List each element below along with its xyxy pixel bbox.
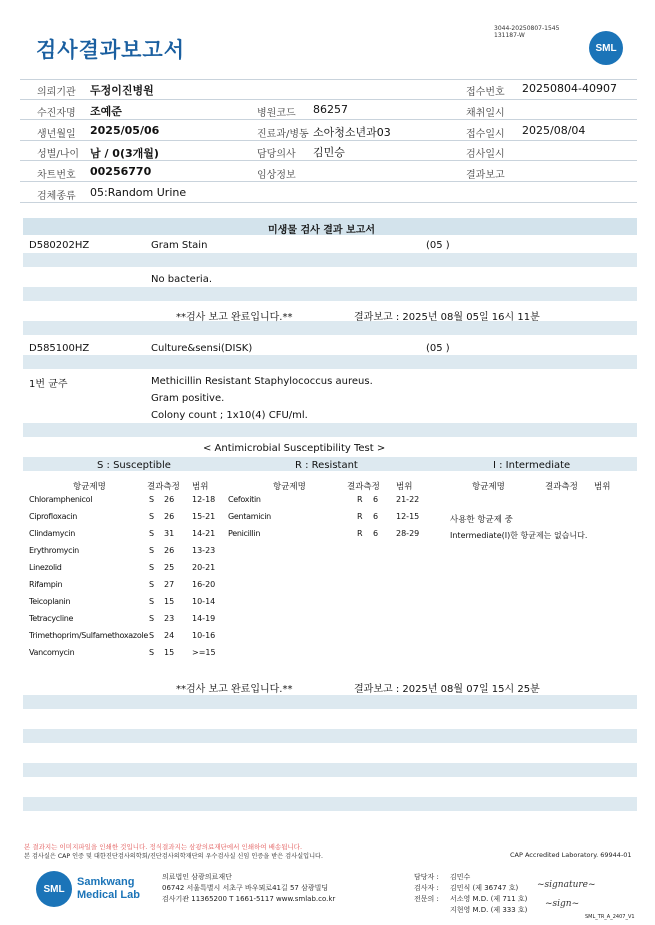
complete-message-2: **검사 보고 완료입니다.** bbox=[176, 684, 293, 695]
divider bbox=[20, 119, 637, 120]
ast-result-value: 6 bbox=[373, 529, 379, 538]
page-title: 검사결과보고서 bbox=[36, 38, 186, 62]
ast-result-value: 26 bbox=[164, 512, 175, 521]
col-drug-header: 항균제명 bbox=[472, 482, 505, 492]
ast-result-value: 6 bbox=[373, 495, 379, 504]
ast-range: 16-20 bbox=[192, 580, 216, 589]
ast-drug-name: Penicillin bbox=[228, 529, 261, 538]
legend-susceptible: S : Susceptible bbox=[97, 460, 171, 471]
ast-drug-name: Erythromycin bbox=[29, 546, 79, 555]
exam-date-label: 검사일시 bbox=[466, 149, 505, 160]
ast-interpretation: S bbox=[149, 580, 155, 589]
ast-drug-name: Gentamicin bbox=[228, 512, 271, 521]
ast-drug-name: Trimethoprim/Sulfamethoxazole bbox=[29, 631, 148, 640]
sex-age-value: 남 / 0(3개월) bbox=[90, 147, 159, 160]
cap-accreditation: CAP Accredited Laboratory. 69944-01 bbox=[510, 851, 632, 859]
ast-result-value: 24 bbox=[164, 631, 175, 640]
test1-name: Gram Stain bbox=[151, 240, 208, 251]
doctor-label: 담당의사 bbox=[257, 149, 296, 160]
row-stripe bbox=[23, 355, 637, 369]
ast-interpretation: R bbox=[357, 512, 363, 521]
form-code: SML_TR_A_2407_V1 bbox=[585, 914, 635, 920]
receipt-date-label: 접수일시 bbox=[466, 129, 505, 140]
ast-title: < Antimicrobial Susceptibility Test > bbox=[203, 443, 386, 454]
report-label: 결과보고 bbox=[466, 170, 505, 181]
ast-range: 28-29 bbox=[396, 529, 420, 538]
examiner-value: 김민식 (제 36747 호) bbox=[450, 884, 519, 892]
image-notice: 본 결과지는 이미지파일을 인쇄한 것입니다. 정식결과지는 삼광의료재단에서 인쇄하여 배송됩니다. bbox=[24, 843, 303, 851]
logo-text-samkwang: Samkwang bbox=[77, 876, 135, 888]
legend-intermediate: I : Intermediate bbox=[493, 460, 571, 471]
organism-line3: Colony count ; 1x10(4) CFU/ml. bbox=[151, 410, 308, 421]
logo-text-medical-lab: Medical Lab bbox=[77, 889, 140, 901]
ast-range: >=15 bbox=[192, 648, 216, 657]
ast-range: 14-19 bbox=[192, 614, 216, 623]
dept-label: 진료과/병동 bbox=[257, 129, 309, 140]
ast-interpretation: S bbox=[149, 529, 155, 538]
document-id-line2: 131187-W bbox=[494, 32, 525, 39]
ast-result-value: 27 bbox=[164, 580, 175, 589]
birth-label: 생년월일 bbox=[37, 129, 76, 140]
doctor-value: 김민승 bbox=[313, 146, 345, 159]
ast-drug-name: Ciprofloxacin bbox=[29, 512, 78, 521]
test2-name: Culture&sensi(DISK) bbox=[151, 343, 253, 354]
row-stripe bbox=[23, 253, 637, 267]
section-title: 미생물 검사 결과 보고서 bbox=[268, 225, 376, 236]
receipt-date-value: 2025/08/04 bbox=[522, 124, 586, 137]
col-drug-header: 항균제명 bbox=[73, 482, 106, 492]
ast-result-value: 6 bbox=[373, 512, 379, 521]
specimen-value: 05:Random Urine bbox=[90, 186, 187, 199]
ast-range: 14-21 bbox=[192, 529, 216, 538]
col-result-header: 결과측정 bbox=[545, 482, 578, 492]
ast-interpretation: S bbox=[149, 631, 155, 640]
hospital-code-value: 86257 bbox=[313, 103, 348, 116]
test1-code: D580202HZ bbox=[29, 240, 90, 251]
ast-interpretation: S bbox=[149, 563, 155, 572]
divider bbox=[20, 160, 637, 161]
organism-label: 1번 균주 bbox=[29, 379, 68, 390]
examiner-label: 검사자 : bbox=[414, 884, 439, 892]
test2-code: D585100HZ bbox=[29, 343, 90, 354]
ast-drug-name: Clindamycin bbox=[29, 529, 76, 538]
ast-range: 13-23 bbox=[192, 546, 216, 555]
specialist-value-2: 지현영 M.D. (제 333 호) bbox=[450, 906, 528, 914]
ast-range: 10-16 bbox=[192, 631, 216, 640]
birth-value: 2025/05/06 bbox=[90, 124, 160, 137]
ast-result-value: 25 bbox=[164, 563, 175, 572]
col-drug-header: 항균제명 bbox=[273, 482, 306, 492]
patient-name-value: 조예준 bbox=[90, 105, 122, 118]
patient-name-label: 수진자명 bbox=[37, 108, 76, 119]
clinical-label: 임상정보 bbox=[257, 170, 296, 181]
ast-drug-name: Vancomycin bbox=[29, 648, 75, 657]
complete-message-1: **검사 보고 완료입니다.** bbox=[176, 312, 293, 323]
ast-drug-name: Linezolid bbox=[29, 563, 62, 572]
ast-range: 20-21 bbox=[192, 563, 216, 572]
ast-result-value: 23 bbox=[164, 614, 175, 623]
ast-interpretation: S bbox=[149, 546, 155, 555]
row-stripe bbox=[23, 763, 637, 777]
ast-drug-name: Chloramphenicol bbox=[29, 495, 93, 504]
ast-drug-name: Cefoxitin bbox=[228, 495, 261, 504]
col-range-header: 범위 bbox=[396, 482, 413, 492]
ast-interpretation: R bbox=[357, 495, 363, 504]
ast-interpretation: R bbox=[357, 529, 363, 538]
ast-interpretation: S bbox=[149, 597, 155, 606]
row-stripe bbox=[23, 729, 637, 743]
org-contact: 검사기관 11365200 T 1661-5117 www.smlab.co.kr bbox=[162, 895, 336, 903]
test2-number: (05 ) bbox=[426, 343, 450, 354]
legend-resistant: R : Resistant bbox=[295, 460, 358, 471]
row-stripe bbox=[23, 287, 637, 301]
intermediate-note-2: Intermediate(I)한 항균제는 없습니다. bbox=[450, 531, 588, 540]
divider bbox=[20, 202, 637, 203]
institution-label: 의뢰기관 bbox=[37, 87, 76, 98]
specialist-signature: ~sign~ bbox=[545, 899, 580, 909]
organism-line1: Methicillin Resistant Staphylococcus aureus. bbox=[151, 376, 373, 387]
sml-footer-logo: SML bbox=[36, 871, 72, 907]
row-stripe bbox=[23, 321, 637, 335]
specimen-label: 검체종류 bbox=[37, 191, 76, 202]
dept-value: 소아청소년과03 bbox=[313, 126, 391, 139]
ast-result-value: 26 bbox=[164, 546, 175, 555]
ast-interpretation: S bbox=[149, 648, 155, 657]
ast-range: 15-21 bbox=[192, 512, 216, 521]
ast-interpretation: S bbox=[149, 512, 155, 521]
institution-value: 두정이진병원 bbox=[90, 84, 154, 97]
complete-time-2: 결과보고 : 2025년 08월 07일 15시 25분 bbox=[354, 684, 540, 695]
ast-result-value: 26 bbox=[164, 495, 175, 504]
certification-note: 본 검사실은 CAP 인증 및 대한진단검사의학회/진단검사의학재단의 우수검사실 신임 인증을 받은 검사실입니다. bbox=[24, 853, 323, 860]
row-stripe bbox=[23, 695, 637, 709]
divider bbox=[20, 99, 637, 100]
ast-range: 12-15 bbox=[396, 512, 420, 521]
ast-drug-name: Rifampin bbox=[29, 580, 63, 589]
divider bbox=[20, 181, 637, 182]
specialist-value-1: 서소영 M.D. (제 711 호) bbox=[450, 895, 528, 903]
col-result-header: 결과측정 bbox=[347, 482, 380, 492]
ast-drug-name: Teicoplanin bbox=[29, 597, 71, 606]
org-name: 의료법인 삼광의료재단 bbox=[162, 873, 232, 881]
intermediate-note-1: 사용한 항균제 중 bbox=[450, 515, 513, 525]
row-stripe bbox=[23, 423, 637, 437]
chart-no-label: 차트번호 bbox=[37, 170, 76, 181]
hospital-code-label: 병원코드 bbox=[257, 108, 296, 119]
col-result-header: 결과측정 bbox=[147, 482, 180, 492]
ast-range: 21-22 bbox=[396, 495, 420, 504]
manager-label: 담당자 : bbox=[414, 873, 439, 881]
ast-range: 10-14 bbox=[192, 597, 216, 606]
receipt-no-label: 접수번호 bbox=[466, 87, 505, 98]
test1-number: (05 ) bbox=[426, 240, 450, 251]
row-stripe bbox=[23, 797, 637, 811]
document-id-line1: 3044-20250807-1545 bbox=[494, 25, 560, 32]
organism-line2: Gram positive. bbox=[151, 393, 225, 404]
col-range-header: 범위 bbox=[192, 482, 209, 492]
ast-interpretation: S bbox=[149, 495, 155, 504]
ast-drug-name: Tetracycline bbox=[29, 614, 74, 623]
ast-result-value: 15 bbox=[164, 648, 175, 657]
complete-time-1: 결과보고 : 2025년 08월 05일 16시 11분 bbox=[354, 312, 540, 323]
chart-no-value: 00256770 bbox=[90, 165, 152, 178]
sml-logo: SML bbox=[589, 31, 623, 65]
manager-value: 김민수 bbox=[450, 873, 471, 881]
test1-result: No bacteria. bbox=[151, 274, 213, 285]
examiner-signature: ~signature~ bbox=[537, 880, 596, 890]
ast-interpretation: S bbox=[149, 614, 155, 623]
document-id bbox=[494, 25, 559, 39]
sex-age-label: 성별/나이 bbox=[37, 149, 80, 160]
org-address: 06742 서울특별시 서초구 바우뫼로41길 57 삼광빌딩 bbox=[162, 884, 329, 892]
divider bbox=[20, 140, 637, 141]
ast-result-value: 31 bbox=[164, 529, 175, 538]
specialist-label: 전문의 : bbox=[414, 895, 439, 903]
col-range-header: 범위 bbox=[594, 482, 611, 492]
receipt-no-value: 20250804-40907 bbox=[522, 82, 617, 95]
collect-date-label: 채취일시 bbox=[466, 108, 505, 119]
divider bbox=[20, 79, 637, 80]
ast-range: 12-18 bbox=[192, 495, 216, 504]
ast-result-value: 15 bbox=[164, 597, 175, 606]
